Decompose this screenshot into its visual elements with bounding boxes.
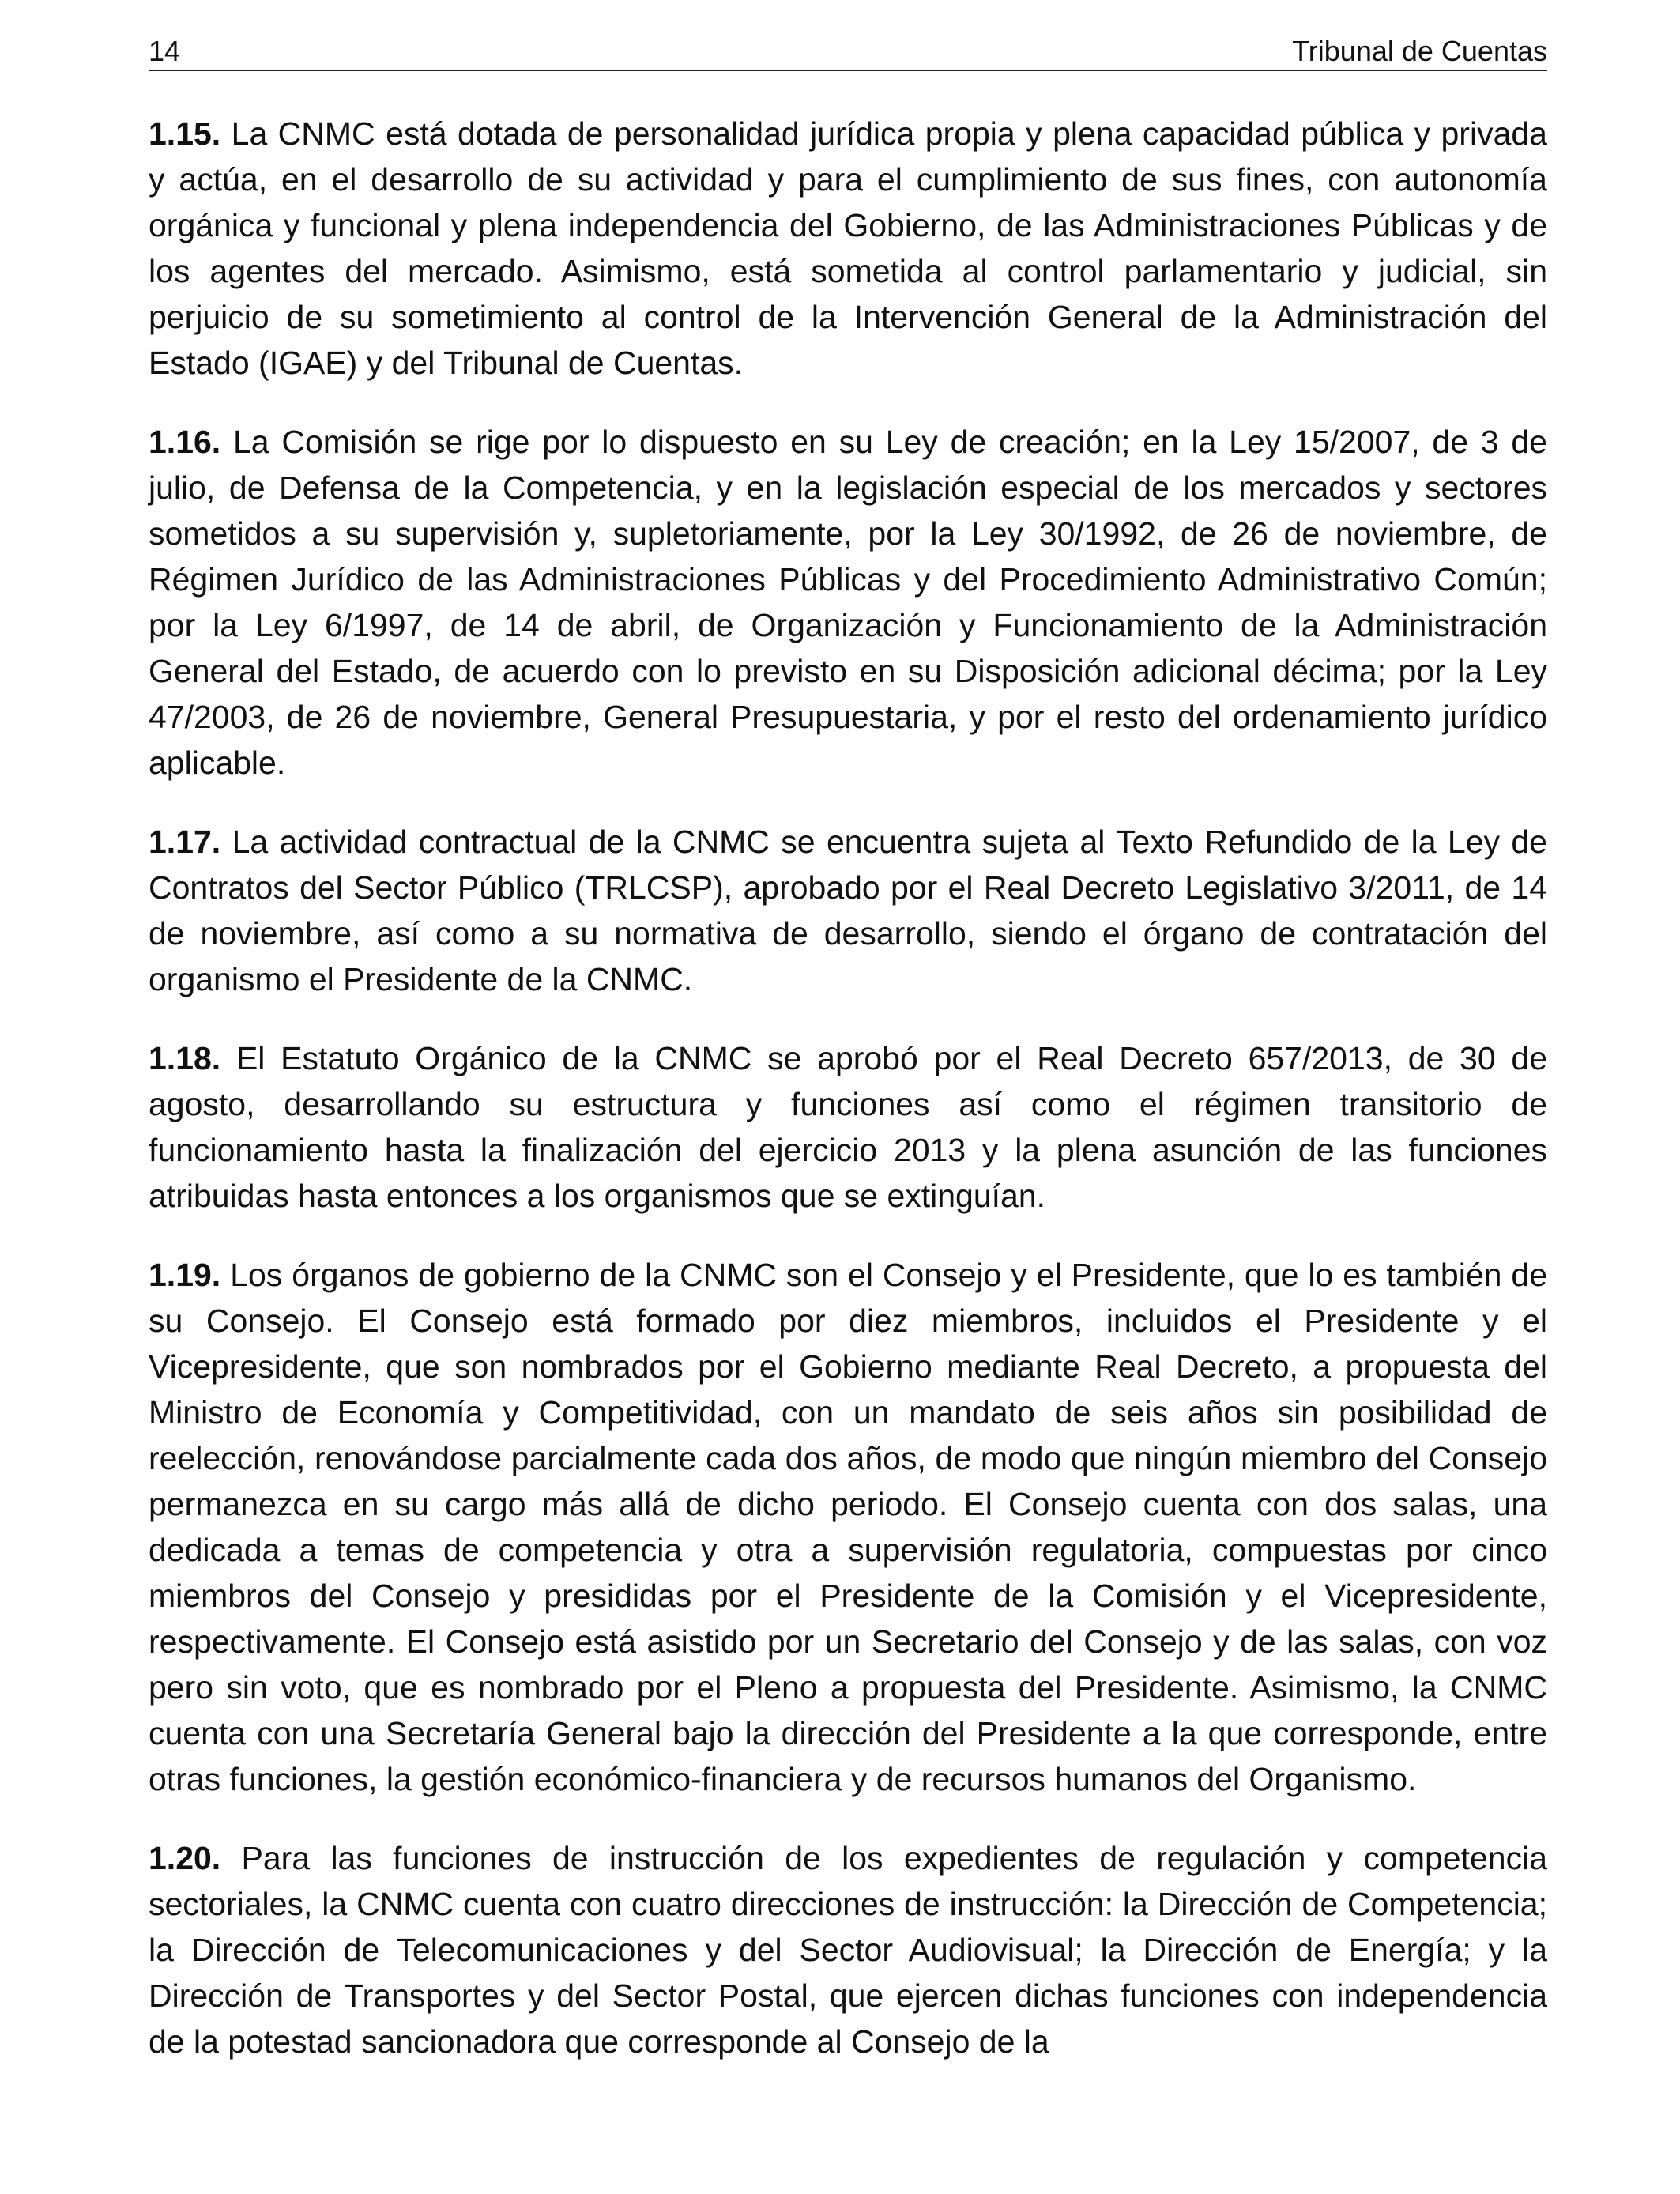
paragraph-text: El Estatuto Orgánico de la CNMC se aprobó por el Real Decreto 657/2013, de 30 de agosto, desarrollando su estructura y funciones así como el régimen transitorio de funcionamiento hasta la finalización del ejercicio 2013 y la plena asunción de las funciones atribuidas hasta entonces a los organismos que se extinguían. xyxy=(149,1040,1547,1214)
paragraph-1-20 xyxy=(149,1835,1547,2064)
document-body xyxy=(149,111,1547,2098)
paragraph-1-16 xyxy=(149,419,1547,786)
paragraph-text: Para las funciones de instrucción de los expedientes de regulación y competencia sectoriales, la CNMC cuenta con cuatro direcciones de instrucción: la Dirección de Competencia; la Dirección de Telecomunicaciones y del Sector Audiovisual; la Dirección de Energía; y la Dirección de Transportes y del Sector Postal, que ejercen dichas funciones con independencia de la potestad sancionadora que corresponde al Consejo de la xyxy=(149,1840,1547,2060)
paragraph-1-17 xyxy=(149,819,1547,1002)
page-header xyxy=(149,33,1547,71)
paragraph-text: La Comisión se rige por lo dispuesto en su Ley de creación; en la Ley 15/2007, de 3 de julio, de Defensa de la Competencia, y en la legislación especial de los mercados y sectores sometidos a su supervisión y, supletoriamente, por la Ley 30/1992, de 26 de noviembre, de Régimen Jurídico de las Administraciones Públicas y del Procedimiento Administrativo Común; por la Ley 6/1997, de 14 de abril, de Organización y Funcionamiento de la Administración General del Estado, de acuerdo con lo previsto en su Disposición adicional décima; por la Ley 47/2003, de 26 de noviembre, General Presupuestaria, y por el resto del ordenamiento jurídico aplicable. xyxy=(149,424,1547,781)
paragraph-1-19 xyxy=(149,1252,1547,1802)
paragraph-number: 1.19. xyxy=(149,1257,221,1293)
paragraph-number: 1.15. xyxy=(149,115,221,152)
paragraph-number: 1.17. xyxy=(149,824,221,860)
header-title: Tribunal de Cuentas xyxy=(1292,35,1547,67)
paragraph-1-15 xyxy=(149,111,1547,386)
paragraph-text: Los órganos de gobierno de la CNMC son el Consejo y el Presidente, que lo es también de su Consejo. El Consejo está formado por diez miembros, incluidos el Presidente y el Vicepresidente, que son nombrados por el Gobierno mediante Real Decreto, a propuesta del Ministro de Economía y Competitividad, con un mandato de seis años sin posibilidad de reelección, renovándose parcialmente cada dos años, de modo que ningún miembro del Consejo permanezca en su cargo más allá de dicho periodo. El Consejo cuenta con dos salas, una dedicada a temas de competencia y otra a supervisión regulatoria, compuestas por cinco miembros del Consejo y presididas por el Presidente de la Comisión y el Vicepresidente, respectivamente. El Consejo está asistido por un Secretario del Consejo y de las salas, con voz pero sin voto, que es nombrado por el Pleno a propuesta del Presidente. Asimismo, la CNMC cuenta con una Secretaría General bajo la dirección del Presidente a la que corresponde, entre otras funciones, la gestión económico-financiera y de recursos humanos del Organismo. xyxy=(149,1257,1547,1797)
paragraph-number: 1.20. xyxy=(149,1840,221,1876)
paragraph-text: La actividad contractual de la CNMC se encuentra sujeta al Texto Refundido de la Ley de Contratos del Sector Público (TRLCSP), aprobado por el Real Decreto Legislativo 3/2011, de 14 de noviembre, así como a su normativa de desarrollo, siendo el órgano de contratación del organismo el Presidente de la CNMC. xyxy=(149,824,1547,997)
paragraph-text: La CNMC está dotada de personalidad jurídica propia y plena capacidad pública y privada y actúa, en el desarrollo de su actividad y para el cumplimiento de sus fines, con autonomía orgánica y funcional y plena independencia del Gobierno, de las Administraciones Públicas y de los agentes del mercado. Asimismo, está sometida al control parlamentario y judicial, sin perjuicio de su sometimiento al control de la Intervención General de la Administración del Estado (IGAE) y del Tribunal de Cuentas. xyxy=(149,115,1547,381)
paragraph-number: 1.18. xyxy=(149,1040,221,1076)
page-number: 14 xyxy=(149,35,181,67)
paragraph-1-18 xyxy=(149,1035,1547,1219)
paragraph-number: 1.16. xyxy=(149,424,221,460)
